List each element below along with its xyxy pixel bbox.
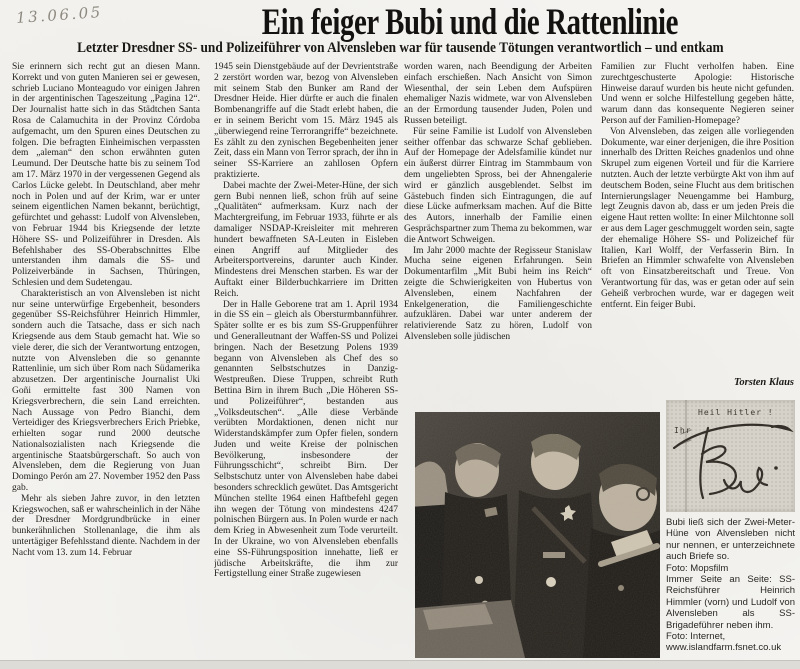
handwritten-date: 13.06.05 bbox=[15, 2, 104, 28]
paragraph: Im Jahr 2000 machte der Regisseur Stanislaw Mucha seine eigenen Erfahrungen. Sein Dokumentarfilm „Mit Bubi heim ins Reich“ zeigte die Schwierigkeiten von Hubertus von Alvensleben, einem Nachfahren der Enkelgeneration, die Familiengeschichte aufzuklären. Dabei war unter anderem der relativierende Satz zu hören, Ludolf von Alvensleben solle jüdischen bbox=[404, 245, 592, 342]
typed-salute: Heil Hitler ! bbox=[698, 408, 774, 417]
signature-credit: Foto: Mopsfilm bbox=[666, 562, 729, 574]
bubi-signature-icon bbox=[666, 400, 795, 512]
paragraph: Von Alvensleben, das zeigen alle vorliegenden Dokumente, war einer derjenigen, die ihre Position innerhalb des Dritten Reiches gnadenlos und ohne Skrupel zum eigenen Vorteil und für die Karriere nutzten. Auch der letzte verbürgte Akt von ihm auf deutschem Boden, seine Flucht aus dem britischen Internierungslager Neuengamme bei Hamburg, legt Zeugnis davon ab, dass er um jeden Preis die eigene Haut retten wollte: In einer Milchtonne soll er aus dem Lager geschmuggelt worden sein, sagte der ehemalige Höhere SS- und Polizeichef für Italien, Karl Wolff, der Verfasserin Birn. In Briefen an Himmler schwafelte von Alvensleben oft von Einsatzbereitschaft und Treue. Von Verantwortung für das, was er getan oder auf sein Geheiß verbrochen wurde, war er dagegen weit entfernt. Ein feiger Bubi. bbox=[601, 126, 794, 310]
text-column-3 bbox=[404, 62, 592, 411]
scan-edge bbox=[0, 660, 800, 669]
paragraph: 1945 sein Dienstgebäude auf der Devrientstraße 2 zerstört worden war, bezog von Alvensleben mit seinem Stab den Bunker am Rand der Dresdner Heide. Hier dürfte er auch die finalen Bombenangriffe auf die Stadt erlebt haben, die er in seinem Bericht vom 15. März 1945 als „überwiegend reine Terrorangriffe“ bezeichnete. Es zählt zu den zynischen Begebenheiten jener Zeit, dass ein Mann von Terror sprach, der ihn in seiner SS-Karriere an zahllosen Opfern praktizierte. bbox=[214, 62, 398, 180]
paragraph: worden waren, nach Beendigung der Arbeiten einfach erschießen. Nach Ansicht von Simon Wiesenthal, der sein Leben dem Aufspüren ehemaliger Nazis widmete, war von Alvensleben an der Ermordung tausender Juden, Polen und Russen beteiligt. bbox=[404, 62, 592, 126]
signature-photo bbox=[666, 400, 795, 512]
article-headline bbox=[140, 4, 800, 42]
paragraph: Familien zur Flucht verholfen haben. Eine zurechtgeschusterte Apologie: Historische Hinweise darauf wurden bis heute nicht gefunden. Und wenn er solche Hilfestellung gegeben hätte, warum dann das konsequente Negieren seiner Person auf der Familien-Homepage? bbox=[601, 62, 794, 126]
typed-prefix: Ihr bbox=[674, 426, 692, 435]
paragraph: Dabei machte der Zwei-Meter-Hüne, der sich gern Bubi nennen ließ, schon früh auf seine „Qualitäten“ aufmerksam. Kurz nach der Machtergreifung, im Februar 1933, führte er als damaliger NSDAP-Kreisleiter mit mehreren hundert bewaffneten SA-Leuten in Eisleben einen Angriff auf Mitglieder des Arbeitersportvereins, darunter auch Kinder. Mindestens drei Menschen starben. Es war der Auftakt einer Bilderbuchkarriere im Dritten Reich. bbox=[214, 180, 398, 299]
text-column-4 bbox=[601, 62, 794, 378]
signature-caption: Bubi ließ sich der Zwei-Meter-Hüne von Alvensleben nicht nur nennen, er unterzeichnete auch Briefe so. bbox=[666, 517, 795, 563]
paragraph: Der in Halle Geborene trat am 1. April 1934 in die SS ein – gleich als Obersturmbannführer. Später sollte er es bis zum SS-Gruppenführer und Generalleutnant der Waffen-SS und Polizei bringen. Nach der Besetzung Polens 1939 begann von Alvensleben als Chef des so genannten Selbstschutzes in Danzig-Westpreußen. Diese Truppen, schreibt Ruth Bettina Birn in ihrem Buch „Die Höheren SS- und Polizeiführer“, bestanden aus „Volksdeutschen“. „Alle diese Verbände verübten Mordaktionen, denen nicht nur Widerstandskämpfer zum Opfer fielen, sondern Juden und weite Kreise der polnischen Bevölkerung, insbesondere der Führungsschicht“, schreibt Birn. Der Selbstschutz unter von Alvensleben habe dabei besonders schrecklich gewütet. Das Amtsgericht München stellte 1964 einen Haftbefehl gegen ihn wegen der Tötung von mindestens 4247 polnischen Bürgern aus. In Polen wurde er nach dem Krieg in Abwesenheit zum Tode verurteilt. In der Ukraine, wo von Alvensleben ebenfalls eine SS-Führungsposition innehatte, ließ er jüdische Arbeitskräfte, die ihm zur Fertigstellung einer Straße zugewiesen bbox=[214, 299, 398, 580]
signature-tail bbox=[724, 468, 767, 492]
paragraph: Mehr als sieben Jahre zuvor, in den letzten Kriegswochen, saß er wahrscheinlich in der Nähe der Dresdner Mordgrundbrücke in einer bunkerähnlichen Stollenanlage, die ihm als untertägiger Befehlsstand diente. Nachdem in der Nacht vom 13. zum 14. Februar bbox=[12, 493, 200, 558]
signature-flourish bbox=[674, 425, 790, 448]
group-photo-caption: Immer Seite an Seite: SS-Reichsführer Heinrich Himmler (vorn) und Ludolf von Alvensleben als SS-Brigadeführer neben ihm. bbox=[666, 574, 795, 631]
byline: Torsten Klaus bbox=[733, 377, 794, 388]
photo-captions bbox=[666, 517, 795, 654]
text-column-1 bbox=[12, 62, 200, 664]
subhead-text: Letzter Dresdner SS- und Polizeiführer von Alvensleben war für tausende Tötungen verantwortlich – und entkam bbox=[76, 40, 724, 56]
article-subhead bbox=[8, 40, 792, 56]
headline-text: Ein feiger Bubi und die Rattenlinie bbox=[261, 2, 679, 43]
group-photo-image bbox=[415, 412, 660, 658]
paragraph: Charakteristisch an von Alvensleben ist nicht nur seine unterwürfige Ergebenheit, besonders gegenüber SS-Reichsführer Heinrich Himmler, sondern auch die Tatsache, dass er sich nach Kriegsende aus dem Staub gemacht hat. Wie so viele derer, die sich der Verantwortung entzogen, nutzte von Alvensleben die so genannte Rattenlinie, um sich über Rom nach Südamerika abzusetzen. Der argentinische Journalist Uki Goñi ermittelte fast 300 Namen von Kriegsverbrechern, die sein Land erreichten. Nach Aussage von Pedro Bianchi, dem Verteidiger des Kriegsverbrechers Erich Priebke, erhielten sogar rund 2000 deutsche Nationalsozialisten nach Kriegsende die argentinische Staatsbürgerschaft. So auch von Alvensleben, dem die Regierung von Juan Domingo Perón am 27. November 1952 den Pass gab. bbox=[12, 288, 200, 494]
text-column-2 bbox=[214, 62, 398, 659]
paragraph: Sie erinnern sich recht gut an diesen Mann. Korrekt und von guten Manieren sei er gewesen, schrieb Luciano Monteagudo vor einigen Jahren in der argentinischen Tageszeitung „Pagina 12“. Der Journalist hatte sich in das Städtchen Santa Rosa de Calamuchita in der Provinz Córdoba aufgemacht, um den Spuren eines Deutschen zu folgen. Die befragten Einheimischen verpassten dem „aleman“ den schon erwähnten guten Leumund. Der Deutsche hatte bis zu seinem Tod am 17. März 1970 in der vergessenen Gegend als Carlos Lücke gelebt. In Deutschland, aber mehr noch in Polen und auf der Krim, war er unter seinem eigentlichen Namen bekannt, berüchtigt, gefürchtet und gehasst: Ludolf von Alvensleben, von Februar 1944 bis Kriegsende der letzte Höhere SS- und Polizeiführer in Dresden. Als Befehlshaber des SS-Oberabschnittes Elbe unterstanden ihm damals die SS- und Polizeiverbände in Sachsen, Thüringen, Schlesien und dem Sudetengau. bbox=[12, 62, 200, 288]
group-photo-credit: Foto: Internet, www.islandfarm.fsnet.co.uk bbox=[666, 631, 782, 654]
paragraph: Für seine Familie ist Ludolf von Alvensleben seither offenbar das schwarze Schaf geblieben. Auf der Homepage der Adelsfamilie kündet nur ein äußerst dürrer Eintrag im Stammbaum von dem ungeliebten Spross, bei der Ahnengalerie wird er gänzlich ausgeblendet. Selbst im Gästebuch finden sich Eintragungen, die auf diese Lücke aufmerksam machen. Auf die Bitte des Autors, innerhalb der Familie einen Gesprächspartner zum Thema zu bekommen, war die Antwort Schweigen. bbox=[404, 126, 592, 245]
